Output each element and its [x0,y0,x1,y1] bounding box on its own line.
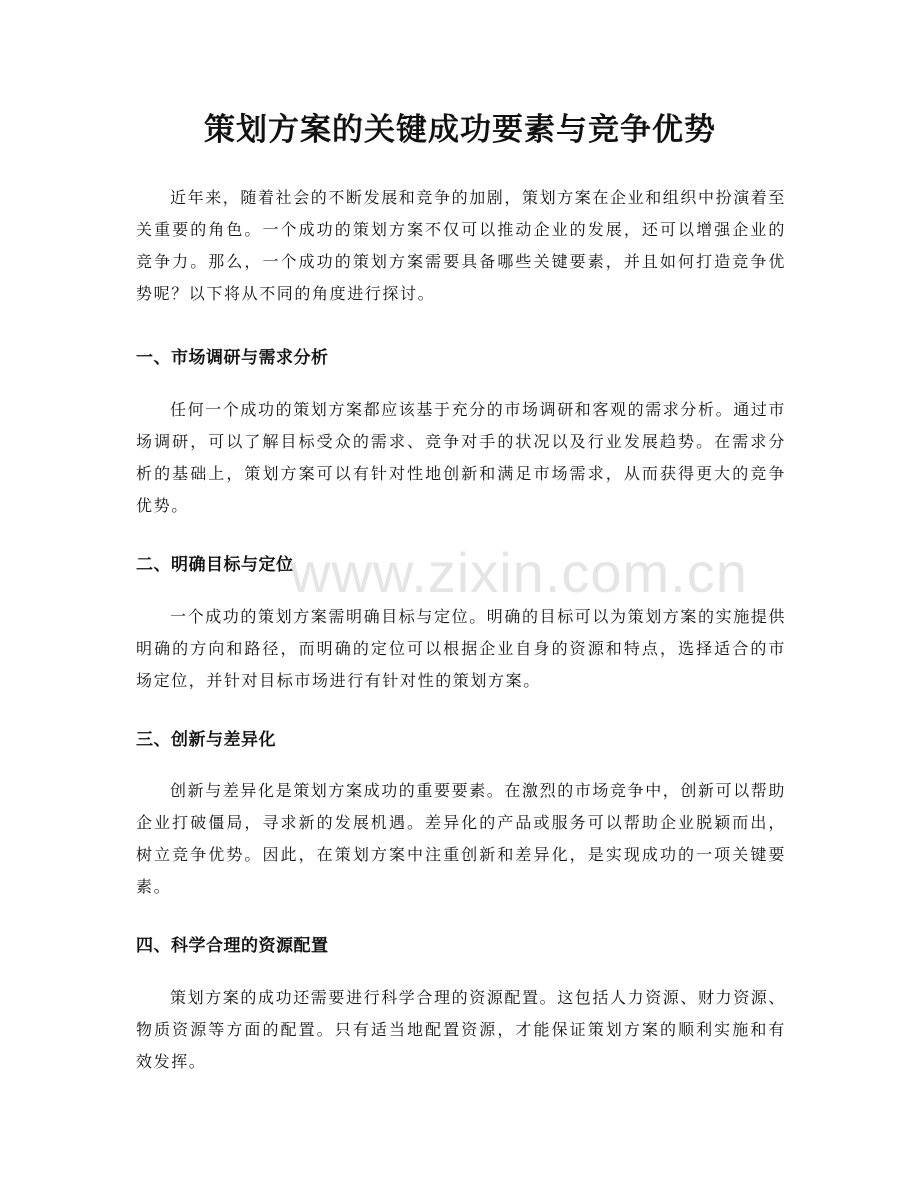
section-body-3: 创新与差异化是策划方案成功的重要要素。在激烈的市场竞争中，创新可以帮助企业打破僵局，寻求新的发展机遇。差异化的产品或服务可以帮助企业脱颖而出，树立竞争优势。因此，在策划方案中注重创新和差异化，是实现成功的一项关键要素。 [136,781,787,896]
section-body-2: 一个成功的策划方案需明确目标与定位。明确的目标可以为策划方案的实施提供明确的方向和路径，而明确的定位可以根据企业自身的资源和特点，选择适合的市场定位，并针对目标市场进行有针对性的策划方案。 [136,607,787,690]
section-heading-4: 四、科学合理的资源配置 [136,936,329,956]
section-heading-3: 三、创新与差异化 [136,730,276,750]
section-body-4: 策划方案的成功还需要进行科学合理的资源配置。这包括人力资源、财力资源、物质资源等方面的配置。只有适当地配置资源，才能保证策划方案的顺利实施和有效发挥。 [136,988,787,1071]
section-heading-2: 二、明确目标与定位 [136,555,294,575]
intro-paragraph: 近年来，随着社会的不断发展和竞争的加剧，策划方案在企业和组织中扮演着至关重要的角色。一个成功的策划方案不仅可以推动企业的发展，还可以增强企业的竞争力。那么，一个成功的策划方案需要具备哪些关键要素，并且如何打造竞争优势呢？以下将从不同的角度进行探讨。 [136,188,787,303]
section-heading-1: 一、市场调研与需求分析 [136,348,329,368]
watermark-text: www.zixin.com.cn [290,541,748,604]
document-title: 策划方案的关键成功要素与竞争优势 [204,112,716,148]
section-body-1: 任何一个成功的策划方案都应该基于充分的市场调研和客观的需求分析。通过市场调研，可以了解目标受众的需求、竞争对手的状况以及行业发展趋势。在需求分析的基础上，策划方案可以有针对性地创新和满足市场需求，从而获得更大的竞争优势。 [136,400,787,515]
